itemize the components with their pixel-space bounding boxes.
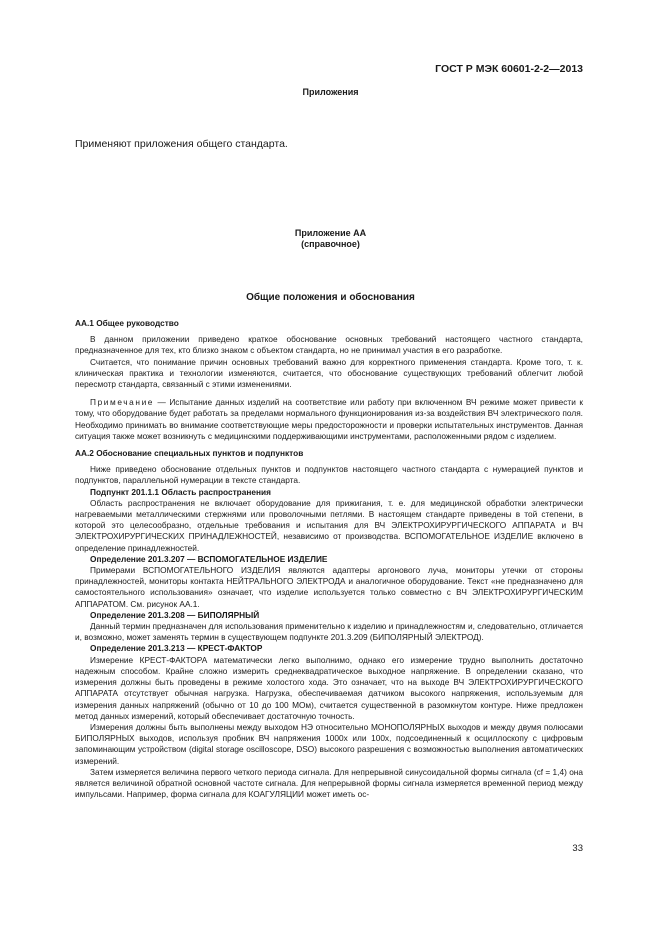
annex-title: Приложение АА: [294, 228, 367, 238]
document-body: [75, 318, 583, 800]
aa1-note: [75, 397, 583, 442]
subclause-201-1-1-heading: Подпункт 201.1.1 Область распространения: [90, 486, 271, 497]
appendices-title: Приложения: [302, 87, 359, 97]
section-title: Общие положения и обоснования: [246, 292, 415, 303]
page-number: 33: [572, 843, 583, 854]
aa1-paragraph-2: Считается, что понимание причин основных требований важно для корректного применения стандарта. Кроме того, т. к. клиническая практика и технологии изменяются, считается, что обоснование существующих требований облегчит любой пересмотр стандарта, связанный с этими изменениями.: [75, 356, 583, 390]
definition-201-3-208-heading: Определение 201.3.208 — БИПОЛЯРНЫЙ: [90, 609, 260, 620]
aa1-paragraph-1: В данном приложении приведено краткое обоснование основных требований настоящего частного стандарта, предназначенное для тех, кто близко знаком с объектом стандарта, но не принимал участия в его разработке.: [75, 334, 583, 356]
definition-201-3-208-text: Данный термин предназначен для использования применительно к изделию и принадлежностям и, следовательно, отличается и, возможно, может заменять термин в существующем подпункте 201.3.209 (БИПОЛЯРНЫЙ ЭЛЕКТРОД).: [75, 621, 583, 643]
aa1-heading: АА.1 Общее руководство: [75, 318, 179, 328]
document-id-header: ГОСТ Р МЭК 60601-2-2—2013: [435, 63, 583, 75]
definition-201-3-213-heading: Определение 201.3.213 — КРЕСТ-ФАКТОР: [90, 643, 263, 654]
note-text: — Испытание данных изделий на соответствие или работу при включенном ВЧ режиме может привести к тому, что оборудование будет работать за пределами нормального функционирования из-за воздействия ВЧ электрического поля. Необходимо принимать во внимание соответствующие меры предосторожности и проверки испытательных инструментов. Данная ситуация также может возникнуть с медицинскими поддерживающими инструментами, расположенными рядом с изделием.: [75, 397, 583, 441]
definition-201-3-207-heading: Определение 201.3.207 — ВСПОМОГАТЕЛЬНОЕ ИЗДЕЛИЕ: [90, 553, 328, 564]
aa2-intro: Ниже приведено обоснование отдельных пунктов и подпунктов настоящего частного стандарта с нумерацией пунктов и подпунктов, параллельной нумерации в тексте стандарта.: [75, 464, 583, 486]
aa2-heading: АА.2 Обоснование специальных пунктов и подпунктов: [75, 448, 304, 459]
annex-heading: [0, 228, 661, 250]
general-applicable-text: Применяют приложения общего стандарта.: [75, 138, 288, 150]
note-label: Примечание: [90, 397, 155, 408]
definition-201-3-213-paragraph-3: Затем измеряется величина первого четкого периода сигнала. Для непрерывной синусоидальной формы сигнала (cf = 1,4) она является величиной обратной основной частоте сигнала. Для непрерывной формы сигнала измеряется временной период между импульсами. Например, форма сигнала для КОАГУЛЯЦИИ может иметь ос-: [75, 766, 583, 800]
annex-status: (справочное): [301, 239, 360, 249]
definition-201-3-213-paragraph-2: Измерения должны быть выполнены между выходом НЭ относительно МОНОПОЛЯРНЫХ выходов и между двумя полюсами БИПОЛЯРНЫХ выходов, используя пробник ВЧ напряжения 1000х или 100х, подсоединенный к осциллоскопу с цифровым запоминающим устройством (digital storage oscilloscope, DSO) высокого разрешения с возможностью выполнения автоматических измерений.: [75, 721, 583, 766]
subclause-201-1-1-text: Область распространения не включает оборудование для прижигания, т. е. для медицинской обработки электрически нагреваемыми металлическими стержнями или проволочными петлями. В настоящем стандарте приведены в той степени, в которой это целесообразно, отдельные требования и испытания для ВЧ ЭЛЕКТРОХИРУРГИЧЕСКОГО АППАРАТА и ВЧ ЭЛЕКТРОХИРУРГИЧЕСКИХ ПРИНАДЛЕЖНОСТЕЙ, независимо от производства. ВСПОМОГАТЕЛЬНОЕ ИЗДЕЛИЕ включено в определение принадлежностей.: [75, 497, 583, 553]
definition-201-3-207-text: Примерами ВСПОМОГАТЕЛЬНОГО ИЗДЕЛИЯ являются адаптеры аргонового луча, мониторы утечки от стороны принадлежностей, мониторы контакта НЕЙТРАЛЬНОГО ЭЛЕКТРОДА и аналогичное оборудование. Текст «не предназначено для самостоятельного использования» означает, что изделие используется только совместно с ВЧ ЭЛЕКТРОХИРУРГИЧЕСКИМ АППАРАТОМ. См. рисунок АА.1.: [75, 565, 583, 609]
definition-201-3-213-paragraph-1: Измерение КРЕСТ-ФАКТОРА математически легко выполнимо, однако его измерение трудно выполнить достаточно надежным способом. Крайне сложно измерить среднеквадратическое выходное напряжение. В определении сказано, что измерения должны быть проведены в режиме холостого хода. Это означает, что на выходе ВЧ ЭЛЕКТРОХИРУРГИЧЕСКОГО АППАРАТА отсутствует обычная нагрузка. Нагрузка, обеспечиваемая датчиком высокого напряжения, используемым для измерения данных напряжений (обычно от 10 до 100 МОм), считается существенной в разомкнутом контуре. Ниже предложен метод данных измерений, который обеспечивает достаточную точность.: [75, 654, 583, 721]
